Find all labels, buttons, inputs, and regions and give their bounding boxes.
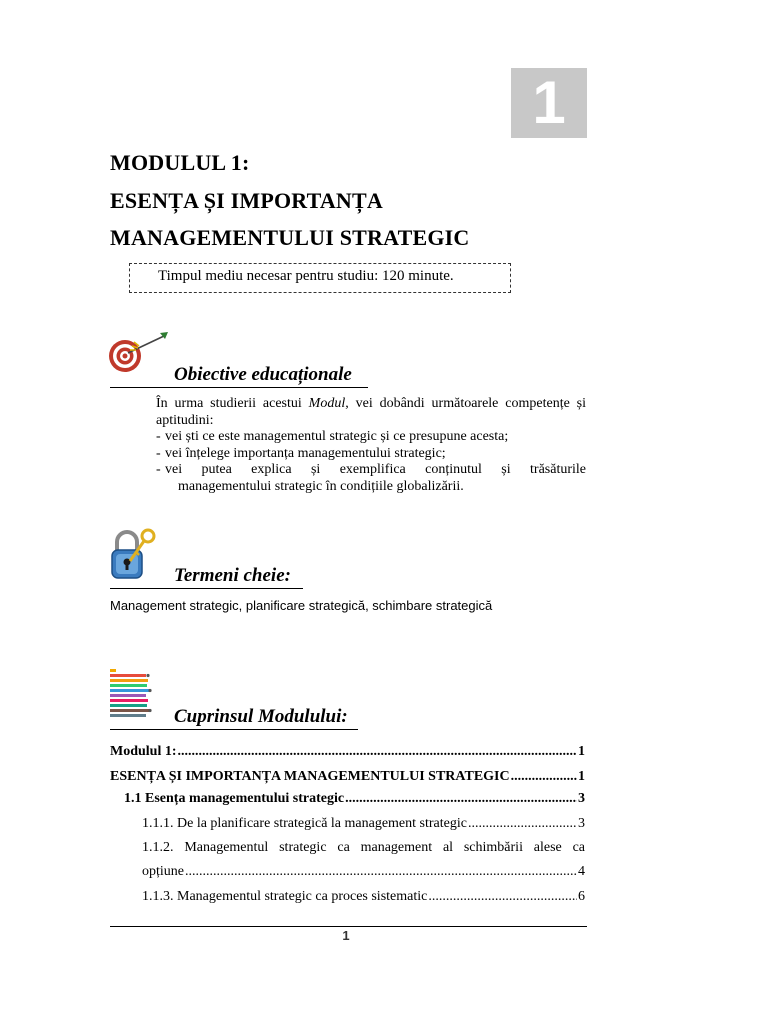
contents-heading: Cuprinsul Modulului:: [110, 705, 358, 730]
toc-row[interactable]: [142, 864, 585, 880]
toc-label: 1.1.2. Managementul strategic ca management al schimbării alese ca: [142, 840, 585, 855]
objective-item-text: vei ști ce este managementul strategic și ce presupune acesta;: [165, 429, 509, 445]
objective-item-continuation: managementului strategic în condițiile globalizării.: [178, 478, 464, 494]
toc-page: 1: [578, 769, 585, 784]
toc-label: 1.1 Esența managementului strategic: [124, 791, 345, 806]
toc-page: 4: [578, 864, 585, 879]
module-title-line3: MANAGEMENTULUI STRATEGIC: [110, 225, 470, 250]
intro-text-end: , vei dobândi următoarele competențe și aptitudini:: [156, 396, 587, 428]
toc-label: 1.1.1. De la planificare strategică la management strategic: [142, 816, 467, 831]
toc-leader: [428, 889, 577, 905]
toc-row[interactable]: [110, 744, 585, 760]
page-number: 1: [342, 928, 350, 943]
footer-divider: [110, 926, 587, 927]
toc-label: opțiune: [142, 864, 184, 879]
objective-item: - vei înțelege importanța managementului strategic;: [156, 446, 586, 463]
toc-page: 1: [578, 744, 585, 759]
objectives-intro: [156, 396, 586, 429]
toc-label: Modulul 1:: [110, 744, 177, 759]
toc-row[interactable]: [110, 769, 585, 785]
toc-label: ESENȚA ȘI IMPORTANȚA MANAGEMENTULUI STRATEGIC: [110, 769, 510, 784]
objectives-body: [156, 396, 586, 496]
toc-leader: [185, 864, 577, 880]
intro-text: În urma studierii acestui: [156, 396, 309, 411]
module-title-line1: MODULUL 1:: [110, 150, 250, 175]
toc-row[interactable]: [142, 816, 585, 832]
toc-leader: [345, 791, 577, 807]
objective-item: - vei putea explica și exemplifica conținutul și trăsăturile: [156, 462, 586, 478]
key-terms-text: Management strategic, planificare strategică, schimbare strategică: [110, 598, 493, 613]
toc-leader: [468, 816, 577, 832]
toc-row[interactable]: [142, 889, 585, 905]
objective-item: - vei ști ce este managementul strategic și ce presupune acesta;: [156, 429, 586, 446]
objective-item-text: vei înțelege importanța managementului strategic;: [165, 445, 446, 461]
key-terms-heading: Termeni cheie:: [110, 564, 303, 589]
toc-page: 6: [578, 889, 585, 904]
module-title-line2: ESENȚA ȘI IMPORTANȚA: [110, 188, 383, 213]
objectives-heading: Obiective educaționale: [110, 363, 368, 388]
toc-leader: [511, 769, 577, 785]
toc-row[interactable]: [124, 791, 585, 807]
intro-italic-text: Modul: [308, 396, 346, 411]
toc-leader: [178, 744, 577, 760]
toc-page: 3: [578, 816, 585, 831]
chapter-number-badge: 1: [511, 68, 587, 138]
toc-page: 3: [578, 791, 585, 806]
study-time-box: Timpul mediu necesar pentru studiu: 120 minute.: [129, 263, 511, 293]
objective-item-text: vei putea explica și exemplifica conținutul și trăsăturile: [165, 462, 586, 478]
toc-row[interactable]: [142, 840, 585, 856]
toc-label: 1.1.3. Managementul strategic ca proces sistematic: [142, 889, 428, 904]
